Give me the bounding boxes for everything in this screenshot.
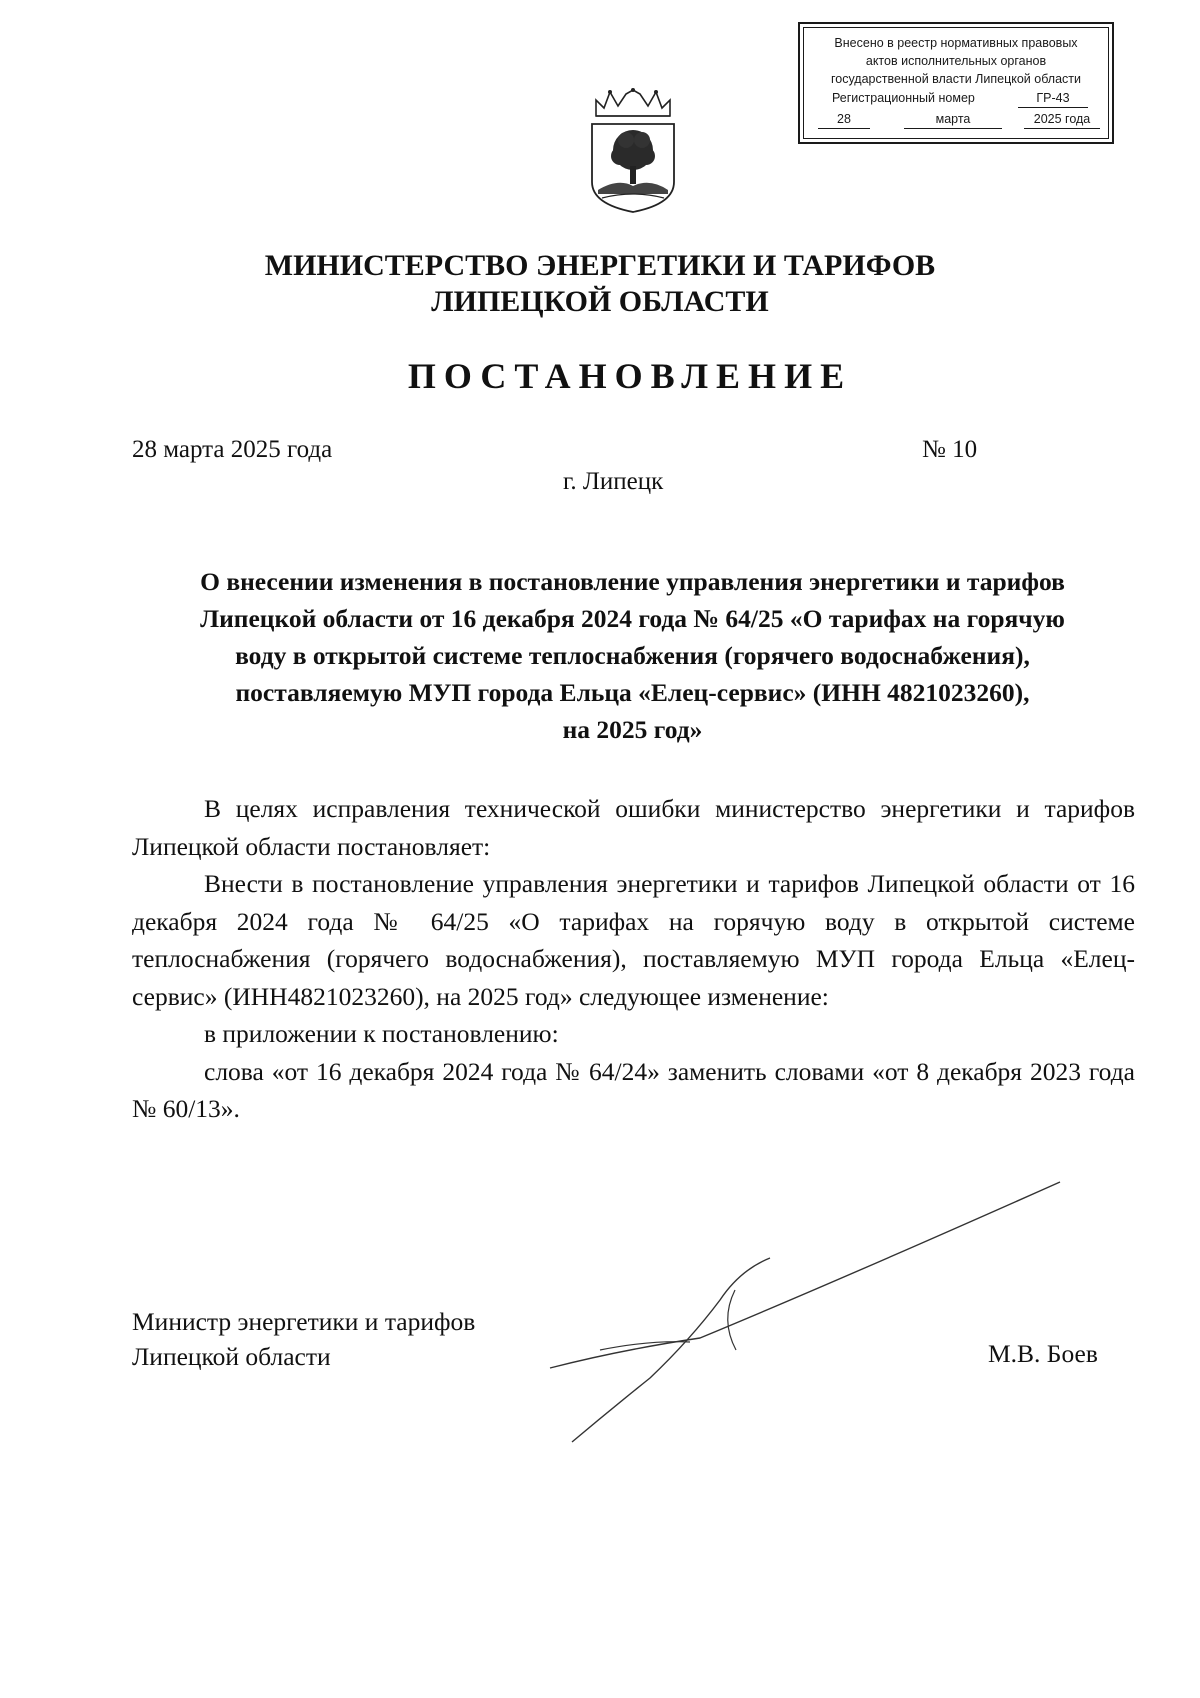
registry-stamp — [798, 22, 1114, 144]
stamp-reg-label: Регистрационный номер — [832, 91, 975, 105]
signatory-position — [132, 1304, 475, 1374]
title-line-5: на 2025 год» — [562, 715, 703, 744]
title-line-4: поставляемую МУП города Ельца «Елец-сервис» (ИНН 4821023260), — [235, 678, 1030, 707]
stamp-month: марта — [904, 110, 1002, 129]
stamp-reg-number: ГР-43 — [1018, 89, 1088, 108]
handwritten-signature-icon — [540, 1170, 1080, 1450]
stamp-day: 28 — [818, 110, 870, 129]
body-paragraph-3: в приложении к постановлению: — [204, 1019, 559, 1048]
body-paragraph-2: Внести в постановление управления энергетики и тарифов Липецкой области от 16 декабря 2024 года № 64/25 «О тарифах на горячую воду в открытой системе теплоснабжения (горячего водоснабжения), поставляемую МУП города Ельца «Елец-сервис» (ИНН4821023260), на 2025 год» следующее изменение: — [132, 869, 1135, 1011]
title-line-1: О внесении изменения в постановление управления энергетики и тарифов — [200, 567, 1065, 596]
document-title — [130, 563, 1135, 748]
body-paragraph-1: В целях исправления технической ошибки министерство энергетики и тарифов Липецкой области постановляет: — [132, 794, 1135, 861]
stamp-year: 2025 года — [1024, 110, 1100, 129]
ministry-line-1: МИНИСТЕРСТВО ЭНЕРГЕТИКИ И ТАРИФОВ — [264, 249, 936, 282]
document-body — [132, 790, 1135, 1128]
lipetsk-coat-of-arms-icon — [588, 86, 678, 216]
stamp-line-3: государственной власти Липецкой области — [830, 72, 1082, 86]
signatory-name: М.В. Боев — [988, 1339, 1098, 1368]
stamp-inner-frame — [803, 27, 1109, 139]
stamp-line-2: актов исполнительных органов — [865, 54, 1047, 68]
document-city: г. Липецк — [563, 468, 664, 495]
ministry-heading — [0, 248, 1200, 320]
stamp-line-1: Внесено в реестр нормативных правовых — [834, 36, 1078, 50]
document-number: № 10 — [922, 436, 978, 463]
position-line-1: Министр энергетики и тарифов — [132, 1307, 476, 1336]
body-paragraph-4: слова «от 16 декабря 2024 года № 64/24» заменить словами «от 8 декабря 2023 года № 60/13». — [132, 1056, 1135, 1123]
document-type: ПОСТАНОВЛЕНИЕ — [407, 356, 853, 396]
document-date: 28 марта 2025 года — [132, 436, 333, 463]
position-line-2: Липецкой области — [132, 1342, 331, 1371]
title-line-3: воду в открытой системе теплоснабжения (горячего водоснабжения), — [235, 641, 1030, 670]
ministry-line-2: ЛИПЕЦКОЙ ОБЛАСТИ — [431, 285, 769, 318]
title-line-2: Липецкой области от 16 декабря 2024 года № 64/25 «О тарифах на горячую — [200, 604, 1065, 633]
